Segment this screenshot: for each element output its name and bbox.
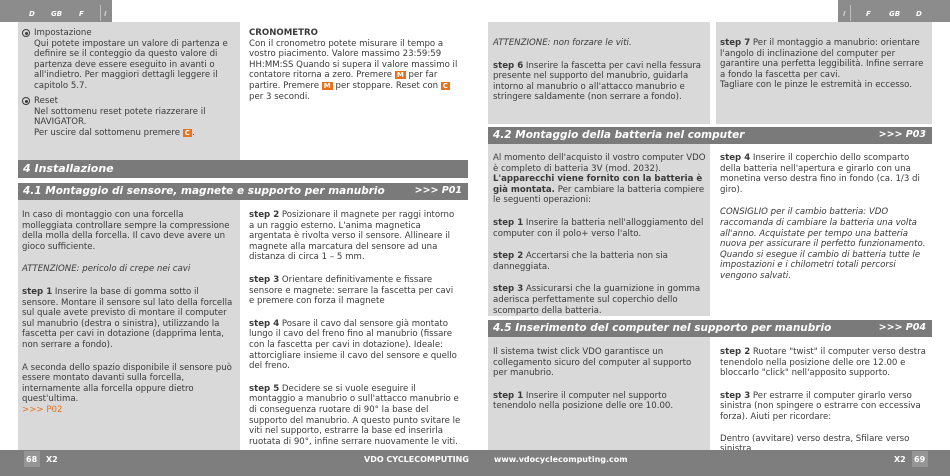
reset-text: Nel sottomenu reset potete riazzerare il NAVIGATOR. [34,106,206,128]
battery-step-3: step 3 Assicurarsi che la guarnizione in gomma aderisca perfettamente sul coperchio dello scomparto della batteria. [493,284,701,316]
section-45-col1 [493,347,707,424]
reset-item: Reset Nel sottomenu reset potete riazzerare il NAVIGATOR. Per uscire dal sottomenu premere C . [22,96,237,138]
battery-step-2: step 2 Accertarsi che la batteria non sia danneggiata. [493,251,668,272]
mount-step-2: step 2 Ruotare "twist" il computer verso destra tenendolo nella posizione delle ore 12.00 e bloccarlo "click" nell'apposito supporto. [720,347,926,379]
impostazione-title: Impostazione [34,28,92,38]
radio-bullet-icon [22,29,30,37]
section-45-header [488,320,932,337]
key-m-icon: M [323,81,331,90]
key-m-icon: M [396,71,404,80]
tab-f[interactable]: F [866,10,871,18]
tab-d[interactable]: D [916,10,922,18]
mount-step-3: step 3 Per estrarre il computer girarlo verso sinistra (non spingere o estrarre con eccessiva forza). Aiuti per ricordare: [720,390,921,422]
section-45-col2 [720,347,930,455]
key-c-icon: C [184,128,190,137]
battery-tip: CONSIGLIO per il cambio batteria: VDO raccomanda di cambiare la batteria una volta all'anno. Acquistate per tempo una batteria nuova per assicurare il perfetto funzionamento. Quando si esegue il cambio di batteria tutte le impostazioni e i chilometri totali percorsi vengono salvati. [720,207,926,281]
mount-step-1: step 1 Inserire il computer nel supporto tenendolo nella posizione delle ore 10.00. [493,390,674,412]
section-42-title: 4.2 Montaggio della batteria nel computer [493,129,745,141]
model-left: X2 [46,455,58,464]
section-4-title: 4 Installazione [23,162,114,175]
footer-bar [0,450,950,476]
radio-bullet-icon [22,97,30,105]
step-5-paragraph: step 5 Decidere se si vuole eseguire il montaggio a manubrio o sull'attacco manubrio e di conseguenza ruotare di 90° la base del supporto del manubrio. A questo punto svitare le viti nel supporto, estrarre la base ed inserirla ruotata di 90°, infine serrare nuovamente le viti. [249,383,461,447]
section-42-header [488,127,932,144]
right-top-col1 [493,38,707,115]
section-4-header [18,160,468,178]
trim-note: Tagliare con le pinze le estremità in eccesso. [720,80,913,91]
impostazione-item [22,28,237,92]
top-tab-bar-right [838,0,950,22]
screw-warning: ATTENZIONE: non forzare le viti. [493,38,632,48]
tab-d[interactable]: D [29,10,35,18]
sensor-position-note: A seconda dello spazio disponibile il sensore può essere montato davanti sulla forcella, internamente alla forcella oppure dietro quest'ultima. [22,362,232,405]
website-url[interactable]: www.vdocyclecomputing.com [494,455,628,464]
step-3-paragraph: step 3 Orientare definitivamente e fissare sensore e magnete: serrare la fascetta per cavi e premere con forza il magnete [249,274,454,307]
section-45-title: 4.5 Inserimento del computer nel supporto per manubrio [493,322,832,334]
tab-separator [850,5,851,21]
reset-exit-text: Per uscire dal sottomenu premere [34,127,181,138]
tab-i[interactable]: I [843,10,846,18]
section-42-col2 [720,153,930,294]
cronometro-block [249,28,461,102]
tab-gb[interactable]: GB [889,10,901,18]
step-7-paragraph: step 7 Per il montaggio a manubrio: orientare l'angolo di inclinazione del computer per garantire una perfetta leggibilità. Infine serrare a fondo la fascetta per cavi. [720,38,924,80]
section-4-bg [18,152,240,160]
step-1-paragraph: step 1 Inserire la base di gomma sotto il sensore. Montare il sensore sul lato della forcella sul quale avete previsto di montare il computer sul manubrio (destra o sinistra), utilizzando la fascetta per cavi in dotazione (dapprima lenta, non serrare a fondo). [22,286,233,350]
model-right: X2 [894,455,906,464]
top-tab-bar-left [0,0,112,22]
section-45-ref: >>> P04 [878,322,926,333]
cable-warning: ATTENZIONE: pericolo di crepe nei cavi [22,264,191,275]
battery-step-4: step 4 Inserire il coperchio dello scomparto della batteria nell'apertura e girarlo con una monetina verso destra fino in fondo (ca. 1/3 di giro). [720,153,920,195]
section-42-ref: >>> P03 [878,129,926,140]
step-2-paragraph: step 2 Posizionare il magnete per raggi intorno a un raggio esterno. L'anima magnetica argentata è rivolta verso il sensore. Allineare il magnete alla marcatura del sensore ad una distanza di circa 1 – 5 mm. [249,210,455,263]
right-top-col2 [720,38,930,103]
key-c-icon: C [442,81,448,90]
section-42-col1 [493,153,707,328]
impostazione-text: Qui potete impostare un valore di partenza e definire se il conteggio da questo valore di partenza deve essere eseguito in avanti o all'indietro. Per maggiori dettagli leggere il capitolo 5.7. [34,38,228,91]
step-6-paragraph: step 6 Inserire la fascetta per cavi nella fessura presente nel supporto del manubrio, guidarla intorno al manubrio o all'attacco manubrio e stringere saldamente (non serrare a fondo). [493,60,702,103]
section-41-header [18,183,468,200]
section-41-col1 [22,210,236,428]
tab-separator [100,5,101,21]
battery-intro: Al momento dell'acquisto il vostro computer VDO è completo di batteria 3V (mod. 2032). L'apparecchi viene fornito con la batteria è già montata. Per cambiare la batteria compiere le seguenti operazioni: [493,153,706,206]
ref-link-p02[interactable]: >>> P02 [22,404,63,415]
page-number-left: 68 [26,455,38,464]
section-41-col2 [249,210,461,459]
step-4-paragraph: step 4 Posare il cavo dal sensore già montato lungo il cavo del freno fino al manubrio (fissare con la fascetta per cavi in dotazione). Ideale: attorcigliare insieme il cavo del sensore e quello del freno. [249,318,457,372]
tab-gb[interactable]: GB [51,10,63,18]
fork-note: In caso di montaggio con una forcella molleggiata controllare sempre la compressione della molla della forcella. Il cavo deve avere un gioco sufficiente. [22,210,230,252]
tab-f[interactable]: F [79,10,84,18]
cronometro-text: Con il cronometro potete misurare il tempo a vostro piacimento. Valore massimo 23:59:59 HH:MM:SS Quando si supera il valore massimo il contatore ritorna a zero. Premere M per far partire. Premere M per stoppare. Reset con C per 3 secondi. [249,38,458,102]
tab-i[interactable]: I [104,10,107,18]
cronometro-title: CRONOMETRO [249,28,318,38]
section-41-title: 4.1 Montaggio di sensore, magnete e supporto per manubrio [23,185,385,197]
section-41-ref: >>> P01 [414,185,462,196]
battery-step-1: step 1 Inserire la batteria nell'alloggiamento del computer con il polo+ verso l'alto. [493,217,704,239]
page-number-right: 69 [914,455,926,464]
reset-title: Reset [34,96,59,106]
twist-click-intro: Il sistema twist click VDO garantisce un collegamento sicuro del computer al supporto per manubrio. [493,347,692,379]
brand-name: VDO CYCLECOMPUTING [364,455,469,464]
mnemonic: Dentro (avvitare) verso destra, Sfilare verso [720,433,910,444]
